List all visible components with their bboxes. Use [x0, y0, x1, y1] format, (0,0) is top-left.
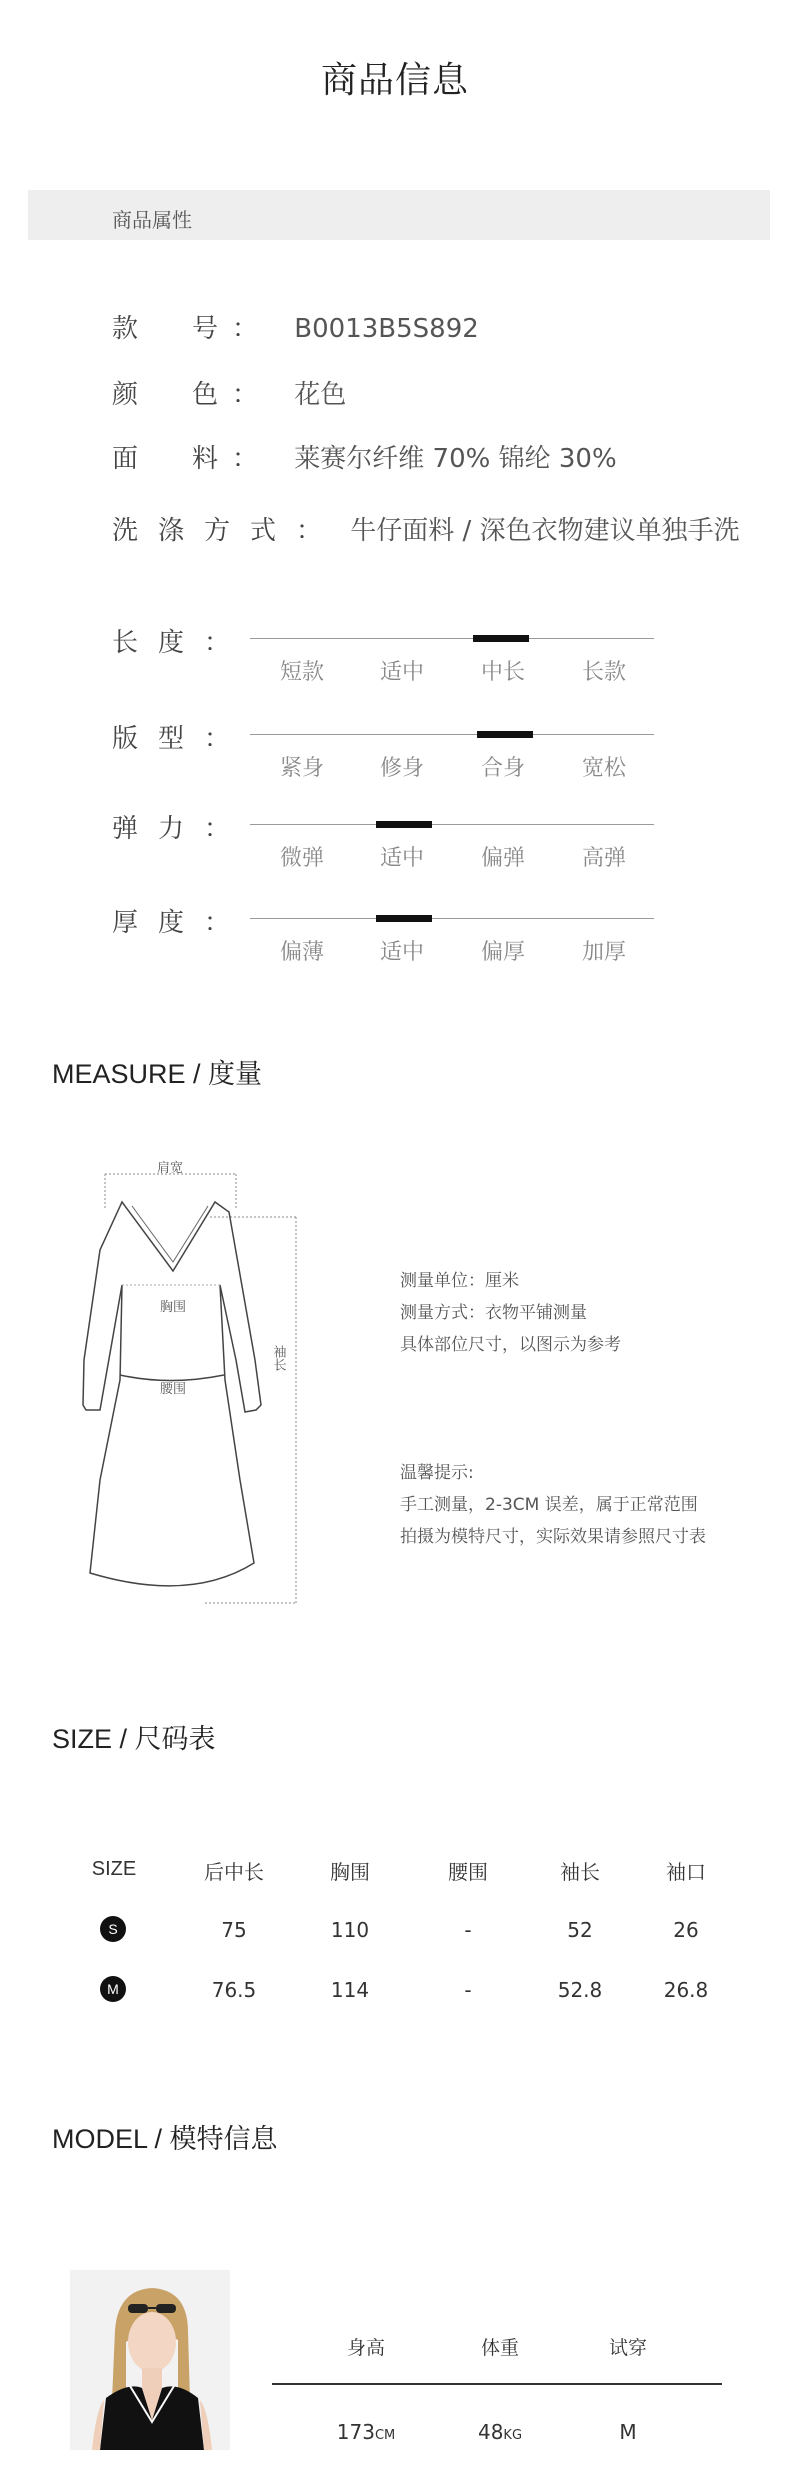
diagram-label-chest: 胸围 — [159, 1300, 187, 1315]
attributes-header-label: 商品属性 — [112, 208, 192, 232]
attribute-label: 颜 色： — [112, 380, 273, 410]
scale-label-thickness: 厚度： — [112, 908, 251, 938]
model-weight-unit: KG — [503, 2428, 523, 2443]
size-badge-s: S — [100, 1916, 126, 1942]
size-badge-m: M — [100, 1976, 126, 2002]
tips-line-error: 手工测量，2-3CM 误差，属于正常范围 — [400, 1495, 698, 1515]
diagram-label-shoulder: 肩宽 — [156, 1161, 184, 1176]
table-cell: - — [464, 1918, 472, 1942]
diagram-label-sleeve: 袖长 — [270, 1345, 286, 1371]
measure-section-title: MEASURE / 度量 — [52, 1059, 263, 1089]
scale-option: 微弹 — [279, 846, 324, 871]
scale-option: 偏厚 — [480, 940, 525, 965]
scale-label-fit: 版型： — [112, 724, 251, 754]
diagram-label-waist: 腰围 — [159, 1382, 187, 1397]
scale-option: 适中 — [379, 940, 424, 965]
measure-note-reference: 具体部位尺寸，以图示为参考 — [400, 1335, 621, 1355]
model-table-divider — [272, 2383, 722, 2385]
scale-option: 长款 — [581, 660, 626, 685]
scale-indicator-fit — [477, 731, 533, 738]
attribute-value: 牛仔面料 / 深色衣物建议单独手洗 — [350, 516, 740, 546]
scale-line-length — [250, 638, 654, 639]
scale-option: 短款 — [279, 660, 324, 685]
size-table-header: 后中长 — [204, 1860, 264, 1884]
attribute-row-fabric — [112, 438, 617, 475]
model-weight-cell — [440, 2420, 560, 2444]
table-cell: 110 — [330, 1918, 370, 1942]
measure-note-method: 测量方式：衣物平铺测量 — [400, 1303, 587, 1323]
model-weight-value: 48 — [477, 2420, 504, 2444]
model-table-header: 身高 — [346, 2337, 385, 2359]
scale-option: 适中 — [379, 660, 424, 685]
size-table-header: 腰围 — [448, 1860, 488, 1884]
scale-indicator-length — [473, 635, 529, 642]
scale-option: 中长 — [480, 660, 525, 685]
page-title: 商品信息 — [320, 60, 469, 101]
model-tried-size: M — [619, 2420, 637, 2444]
table-cell: 26 — [673, 1918, 699, 1942]
model-photo — [70, 2270, 230, 2450]
scale-label-length: 长度： — [112, 628, 251, 658]
attribute-row-style-number — [112, 308, 479, 345]
model-section-title: MODEL / 模特信息 — [52, 2124, 278, 2154]
scale-option: 高弹 — [581, 846, 626, 871]
model-table-header: 体重 — [480, 2337, 519, 2359]
model-portrait-image — [70, 2270, 230, 2450]
scale-option: 合身 — [480, 756, 525, 781]
attribute-row-washing — [112, 510, 740, 547]
attribute-label: 面 料： — [112, 444, 273, 474]
scale-line-elasticity — [250, 824, 654, 825]
attribute-label: 款 号： — [112, 314, 273, 344]
attribute-row-color — [112, 374, 346, 411]
scale-option: 宽松 — [581, 756, 626, 781]
scale-option: 修身 — [379, 756, 424, 781]
size-table-header: 胸围 — [330, 1860, 370, 1884]
scale-indicator-thickness — [376, 915, 432, 922]
table-cell: 52.8 — [557, 1978, 603, 2002]
model-table-header: 试穿 — [608, 2337, 647, 2359]
model-height-unit: CM — [374, 2428, 396, 2443]
model-height-value: 173 — [336, 2420, 375, 2444]
scale-option: 偏弹 — [480, 846, 525, 871]
scale-option: 适中 — [379, 846, 424, 871]
table-cell: 52 — [567, 1918, 593, 1942]
model-height-cell — [306, 2420, 426, 2444]
scale-label-elasticity: 弹力： — [112, 814, 251, 844]
tips-heading: 温馨提示: — [400, 1463, 474, 1483]
size-table-header: 袖口 — [666, 1860, 706, 1884]
scale-line-fit — [250, 734, 654, 735]
table-cell: 26.8 — [663, 1978, 709, 2002]
attribute-value: B0013B5S892 — [294, 314, 479, 344]
table-cell: 114 — [330, 1978, 370, 2002]
measure-note-unit: 测量单位：厘米 — [400, 1271, 519, 1291]
scale-option: 加厚 — [581, 940, 626, 965]
size-table-header: SIZE — [91, 1858, 137, 1880]
attribute-label: 洗涤方式： — [112, 516, 343, 546]
scale-indicator-elasticity — [376, 821, 432, 828]
scale-option: 紧身 — [279, 756, 324, 781]
table-cell: 75 — [221, 1918, 247, 1942]
tips-line-model: 拍摄为模特尺寸，实际效果请参照尺寸表 — [400, 1527, 706, 1547]
scale-option: 偏薄 — [279, 940, 324, 965]
attribute-value: 花色 — [294, 380, 347, 410]
scale-line-thickness — [250, 918, 654, 919]
attribute-value: 莱赛尔纤维 70% 锦纶 30% — [294, 444, 617, 474]
table-cell: - — [464, 1978, 472, 2002]
dress-measurement-diagram — [70, 1160, 320, 1610]
size-section-title: SIZE / 尺码表 — [52, 1724, 216, 1754]
table-cell: 76.5 — [211, 1978, 257, 2002]
size-table-header: 袖长 — [560, 1860, 600, 1884]
